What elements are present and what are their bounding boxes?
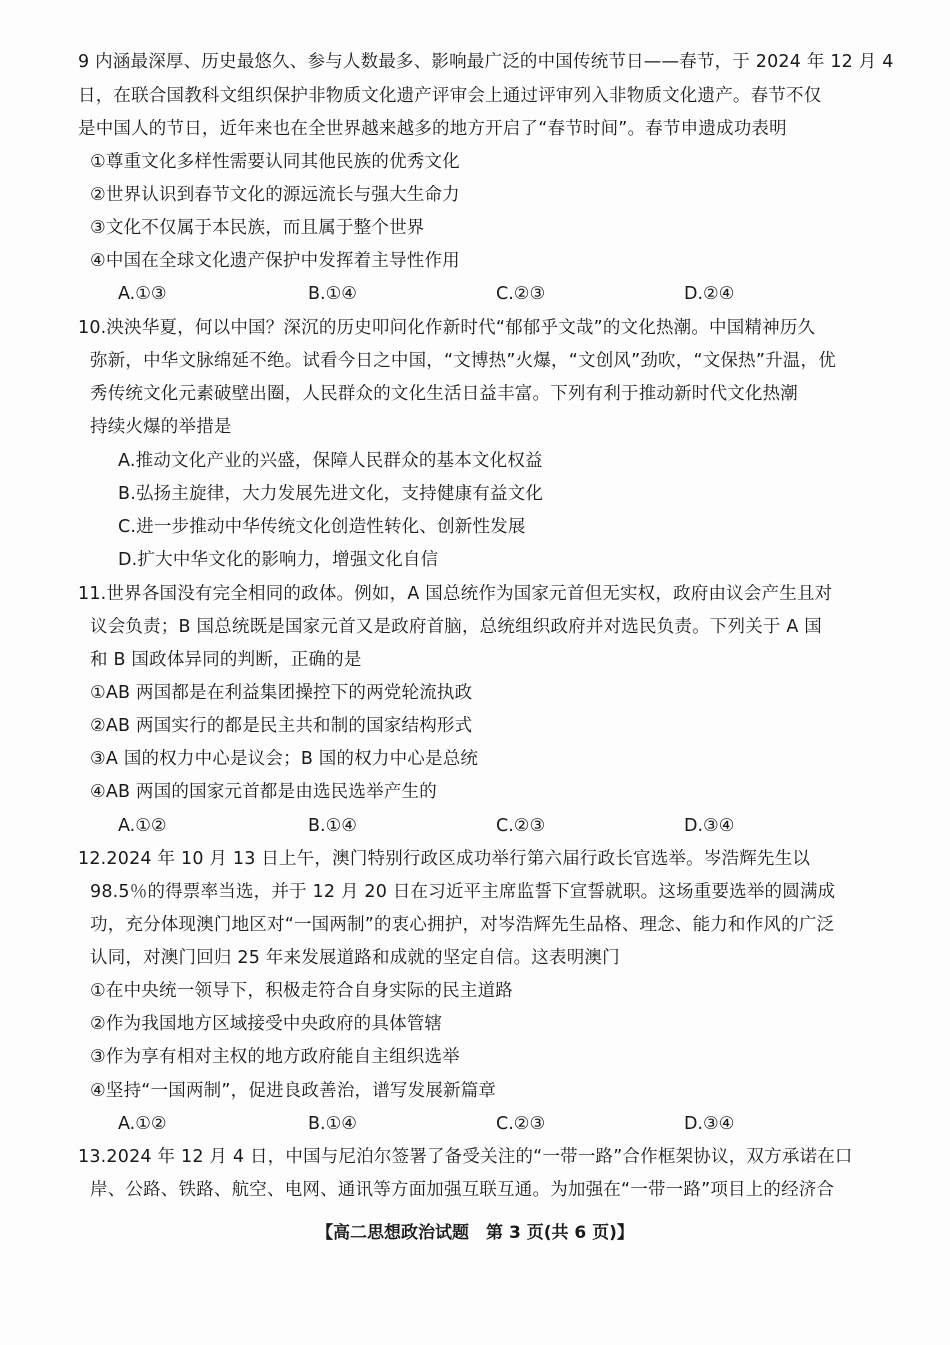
q9-stem-line: 9 内涵最深厚、历史最悠久、参与人数最多、影响最广泛的中国传统节日——春节，于 2024 年 12 月 4 bbox=[78, 52, 894, 72]
q10-stem-line: 秀传统文化元素破壁出圈，人民群众的文化生活日益丰富。下列有利于推动新时代文化热潮 bbox=[90, 384, 798, 404]
q12-choice-a: A.①② bbox=[118, 1114, 167, 1134]
q11-choice-d: D.③④ bbox=[684, 816, 735, 836]
q9-choice-c: C.②③ bbox=[496, 284, 546, 304]
q11-item: ①AB 两国都是在利益集团操控下的两党轮流执政 bbox=[90, 683, 473, 703]
q13-stem-line: 13.2024 年 12 月 4 日，中国与尼泊尔签署了备受关注的“一带一路”合作框架协议，双方承诺在口 bbox=[78, 1147, 853, 1167]
q12-item: ②作为我国地方区域接受中央政府的具体管辖 bbox=[90, 1014, 443, 1034]
q11-item: ②AB 两国实行的都是民主共和制的国家结构形式 bbox=[90, 716, 473, 736]
q12-item: ④坚持“一国两制”，促进良政善治，谱写发展新篇章 bbox=[90, 1081, 497, 1101]
q11-choice-a: A.①② bbox=[118, 816, 167, 836]
q9-stem-line: 日，在联合国教科文组织保护非物质文化遗产评审会上通过评审列入非物质文化遗产。春节不仅 bbox=[78, 86, 822, 106]
q9-item: ④中国在全球文化遗产保护中发挥着主导性作用 bbox=[90, 251, 460, 271]
q9-choice-a: A.①③ bbox=[118, 284, 167, 304]
q12-choice-c: C.②③ bbox=[496, 1114, 546, 1134]
q12-item: ③作为享有相对主权的地方政府能自主组织选举 bbox=[90, 1047, 460, 1067]
q9-item: ③文化不仅属于本民族，而且属于整个世界 bbox=[90, 218, 425, 238]
q9-item: ②世界认识到春节文化的源远流长与强大生命力 bbox=[90, 185, 460, 205]
q12-stem-line: 认同，对澳门回归 25 年来发展道路和成就的坚定自信。这表明澳门 bbox=[90, 948, 620, 968]
q11-stem-line: 和 B 国政体异同的判断，正确的是 bbox=[90, 650, 362, 670]
q11-stem-line: 议会负责；B 国总统既是国家元首又是政府首脑，总统组织政府并对选民负责。下列关于 A 国 bbox=[90, 617, 822, 637]
q11-choice-b: B.①④ bbox=[308, 816, 357, 836]
q9-item: ①尊重文化多样性需要认同其他民族的优秀文化 bbox=[90, 152, 460, 172]
q12-stem-line: 功，充分体现澳门地区对“一国两制”的衷心拥护，对岑浩辉先生品格、理念、能力和作风的广泛 bbox=[90, 915, 835, 935]
q10-option-c: C.进一步推动中华传统文化创造性转化、创新性发展 bbox=[118, 517, 526, 537]
q9-stem-line: 是中国人的节日，近年来也在全世界越来越多的地方开启了“春节时间”。春节申遗成功表明 bbox=[78, 119, 787, 139]
q12-item: ①在中央统一领导下，积极走符合自身实际的民主道路 bbox=[90, 981, 513, 1001]
q13-stem-line: 岸、公路、铁路、航空、电网、通讯等方面加强互联互通。为加强在“一带一路”项目上的经济合 bbox=[90, 1180, 835, 1200]
q12-stem-line: 12.2024 年 10 月 13 日上午，澳门特别行政区成功举行第六届行政长官选举。岑浩辉先生以 bbox=[78, 849, 811, 869]
q11-choice-c: C.②③ bbox=[496, 816, 546, 836]
q11-stem-line: 11.世界各国没有完全相同的政体。例如，A 国总统作为国家元首但无实权，政府由议会产生且对 bbox=[78, 584, 833, 604]
q9-choice-b: B.①④ bbox=[308, 284, 357, 304]
q10-option-a: A.推动文化产业的兴盛，保障人民群众的基本文化权益 bbox=[118, 451, 543, 471]
q10-stem-line: 弥新，中华文脉绵延不绝。试看今日之中国，“文博热”火爆，“文创风”劲吹，“文保热”升温，优 bbox=[90, 351, 836, 371]
q11-item: ③A 国的权力中心是议会；B 国的权力中心是总统 bbox=[90, 749, 479, 769]
page-footer: 【高二思想政治试题 第 3 页(共 6 页)】 bbox=[316, 1223, 634, 1243]
q11-item: ④AB 两国的国家元首都是由选民选举产生的 bbox=[90, 782, 437, 802]
q12-stem-line: 98.5％的得票率当选，并于 12 月 20 日在习近平主席监誓下宣誓就职。这场重要选举的圆满成 bbox=[90, 882, 836, 902]
q9-choice-d: D.②④ bbox=[684, 284, 735, 304]
q10-option-d: D.扩大中华文化的影响力，增强文化自信 bbox=[118, 550, 439, 570]
q10-option-b: B.弘扬主旋律，大力发展先进文化，支持健康有益文化 bbox=[118, 484, 544, 504]
q12-choice-d: D.③④ bbox=[684, 1114, 735, 1134]
q10-stem-line: 持续火爆的举措是 bbox=[90, 417, 232, 437]
q12-choice-b: B.①④ bbox=[308, 1114, 357, 1134]
q10-stem-line: 10.泱泱华夏，何以中国？深沉的历史叩问化作新时代“郁郁乎文哉”的文化热潮。中国精神历久 bbox=[78, 318, 816, 338]
